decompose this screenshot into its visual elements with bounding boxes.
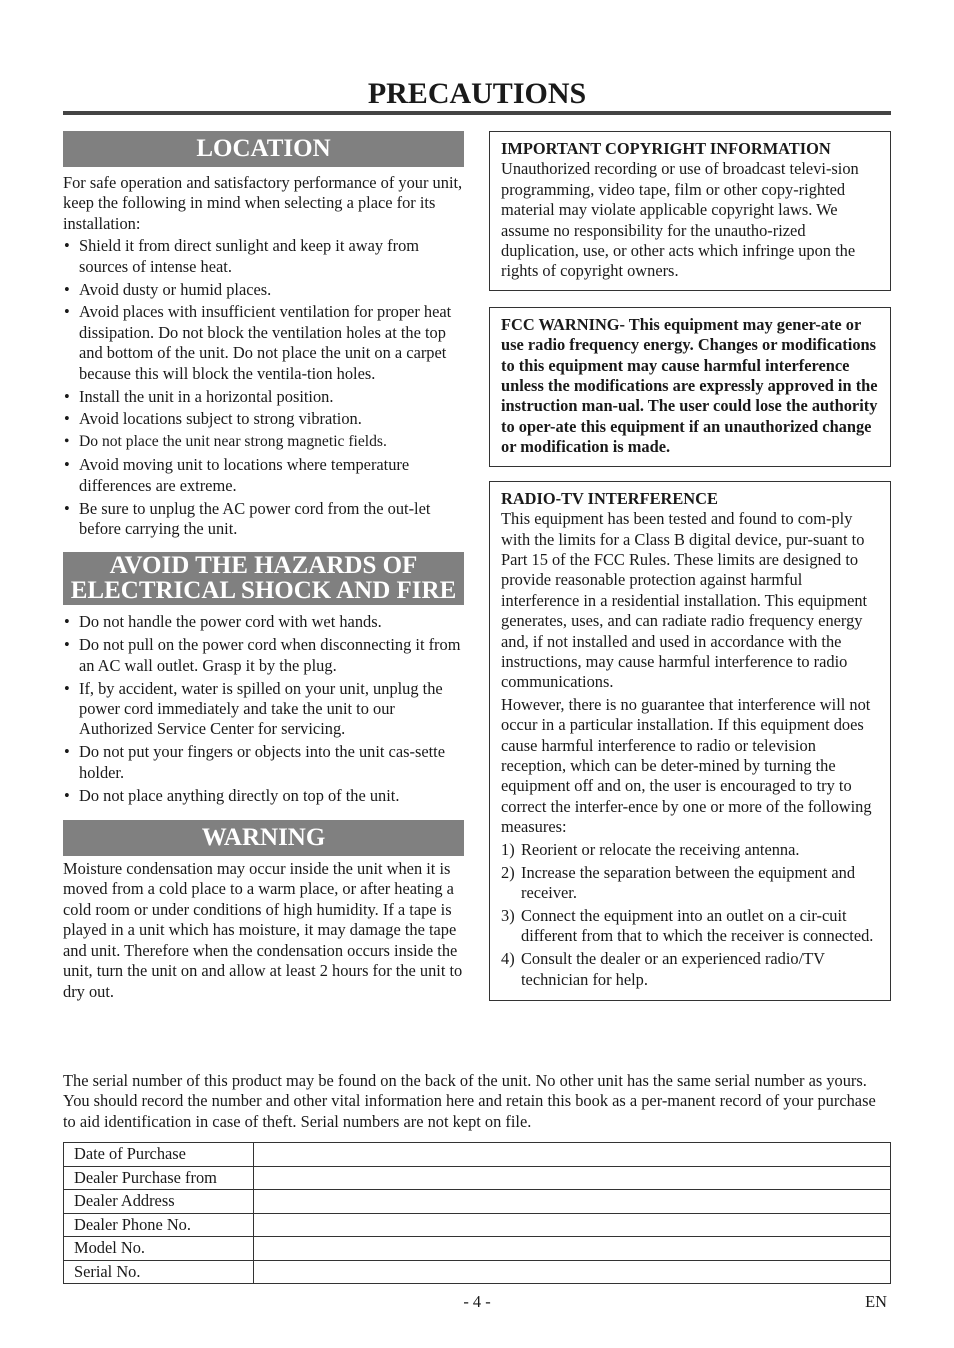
list-item: • Avoid locations subject to strong vibration.	[64, 409, 362, 429]
record-value	[254, 1260, 891, 1284]
list-item: • Do not handle the power cord with wet hands.	[64, 612, 382, 632]
table-row	[64, 1260, 891, 1284]
warning-text: Moisture condensation may occur inside the unit when it is moved from a cold place to a warm place, or after heating a cold room or under conditions of high humidity. If a tape is played in a unit which has moisture, it may damage the tape and unit. Therefore when the condensation occurs inside the unit, turn the unit on and allow at least 2 hours for the unit to dry out.	[63, 859, 463, 1001]
purchase-record-table	[63, 1142, 891, 1284]
radio-tv-para1: This equipment has been tested and found to com-ply with the limits for a Class B digital device, pur-suant to Part 15 of the FCC Rules. These limits are designed to provide reasonable protection against harmful interference in a residential installation. This equipment generates, uses, and can radiate radio frequency energy and, if not installed and used in accordance with the instructions, may cause harmful interference to radio communications.	[501, 509, 868, 692]
record-value	[254, 1143, 891, 1167]
left-column	[63, 131, 464, 1002]
bullet-icon: •	[64, 455, 70, 475]
hazards-list	[63, 612, 464, 806]
record-label: Dealer Address	[64, 1190, 254, 1214]
fcc-warning-text: FCC WARNING- This equipment may gener-ate or use radio frequency energy. Changes or modifications to this equipment may cause harmful interference unless the modifications are expressly approved in the instruction man-ual. The user could lose the authority to oper-ate this equipment if an unauthorized change or modification is made.	[501, 314, 878, 457]
bullet-icon: •	[64, 785, 70, 805]
location-intro: For safe operation and satisfactory performance of your unit, keep the following in mind when selecting a place for its installation:	[63, 173, 463, 233]
bullet-icon: •	[64, 302, 70, 322]
list-item: • Avoid moving unit to locations where temperature differences are extreme.	[64, 455, 410, 495]
list-item: • Do not place anything directly on top of the unit.	[64, 785, 400, 805]
table-row	[64, 1213, 891, 1237]
page-title: PRECAUTIONS	[367, 77, 587, 110]
right-column	[489, 131, 891, 1001]
fcc-warning-box	[489, 307, 891, 467]
bullet-icon: •	[64, 433, 70, 451]
bullet-icon: •	[64, 386, 70, 406]
record-label: Serial No.	[64, 1260, 254, 1284]
list-item: • Avoid places with insufficient ventilation for proper heat dissipation. Do not block the ventilation holes at the top and bottom of the unit. Do not place the unit on a carpet because this will block the ventila-tion holes.	[64, 302, 452, 383]
list-item: • Do not pull on the power cord when disconnecting it from an AC wall outlet. Grasp it by the plug.	[64, 635, 461, 675]
table-row	[64, 1237, 891, 1261]
record-label: Model No.	[64, 1237, 254, 1261]
radio-tv-box	[489, 481, 891, 1002]
page-number: - 4 -	[463, 1292, 491, 1311]
location-heading: LOCATION	[63, 131, 464, 167]
serial-note: The serial number of this product may be found on the back of the unit. No other unit has the same serial number as yours. You should record the number and other vital information here and retain this book as a per-manent record of your purchase to aid identification in case of theft. Serial numbers are not kept on file.	[63, 1071, 876, 1131]
list-item: • Do not put your fingers or objects into the unit cas-sette holder.	[64, 742, 445, 782]
bullet-icon: •	[64, 612, 70, 632]
list-item: • Shield it from direct sunlight and keep it away from sources of intense heat.	[64, 236, 420, 276]
record-value	[254, 1213, 891, 1237]
measures-list	[501, 840, 880, 990]
record-label: Dealer Phone No.	[64, 1213, 254, 1237]
list-item: • Do not place the unit near strong magnetic fields.	[63, 432, 464, 452]
copyright-box	[489, 131, 891, 291]
table-row	[64, 1190, 891, 1214]
record-value	[254, 1237, 891, 1261]
list-item: 3) Connect the equipment into an outlet on a cir-cuit different from that to which the receiver is connected.	[501, 905, 874, 946]
table-row	[64, 1166, 891, 1190]
list-item: 1) Reorient or relocate the receiving antenna.	[501, 839, 800, 859]
copyright-heading: IMPORTANT COPYRIGHT INFORMATION	[501, 139, 831, 158]
list-item: • Avoid dusty or humid places.	[64, 279, 272, 299]
bullet-icon: •	[64, 236, 70, 256]
list-item: • Be sure to unplug the AC power cord from the out-let before carrying the unit.	[64, 498, 431, 538]
bullet-icon: •	[64, 742, 70, 762]
hazards-heading	[63, 552, 464, 605]
copyright-text: Unauthorized recording or use of broadcast televi-sion programming, video tape, film or other copy-righted material may violate applicable copyright laws. We assume no responsibility for the unautho-rized duplication, use, or other acts which infringe upon the rights of copyright owners.	[501, 159, 859, 281]
list-item: 4) Consult the dealer or an experienced radio/TV technician for help.	[501, 949, 825, 989]
radio-tv-heading: RADIO-TV INTERFERENCE	[501, 488, 718, 508]
hazards-heading-line1: AVOID THE HAZARDS OF	[109, 552, 418, 580]
bullet-icon: •	[64, 498, 70, 518]
record-value	[254, 1190, 891, 1214]
table-row	[64, 1143, 891, 1167]
bullet-icon: •	[64, 678, 70, 698]
warning-heading: WARNING	[63, 820, 464, 856]
hazards-heading-line2: ELECTRICAL SHOCK AND FIRE	[70, 577, 457, 605]
record-value	[254, 1166, 891, 1190]
radio-tv-para2: However, there is no guarantee that interference will not occur in a particular installation. If this equipment does cause harmful interference to radio or television reception, which can be deter-mined by turning the equipment off and on, the user is encouraged to try to correct the interfer-ence by one or more of the following measures:	[501, 694, 872, 837]
bullet-icon: •	[64, 409, 70, 429]
list-item: • Install the unit in a horizontal position.	[64, 386, 334, 406]
record-label: Date of Purchase	[64, 1143, 254, 1167]
list-item: • If, by accident, water is spilled on your unit, unplug the power cord immediately and take the unit to our Authorized Service Center for servicing.	[64, 678, 443, 739]
language-code: EN	[865, 1292, 887, 1311]
list-item: 2) Increase the separation between the equipment and receiver.	[501, 862, 856, 902]
bullet-icon: •	[64, 279, 70, 299]
bullet-icon: •	[64, 635, 70, 655]
location-list	[63, 236, 464, 539]
record-label: Dealer Purchase from	[64, 1166, 254, 1190]
title-rule	[63, 111, 891, 115]
